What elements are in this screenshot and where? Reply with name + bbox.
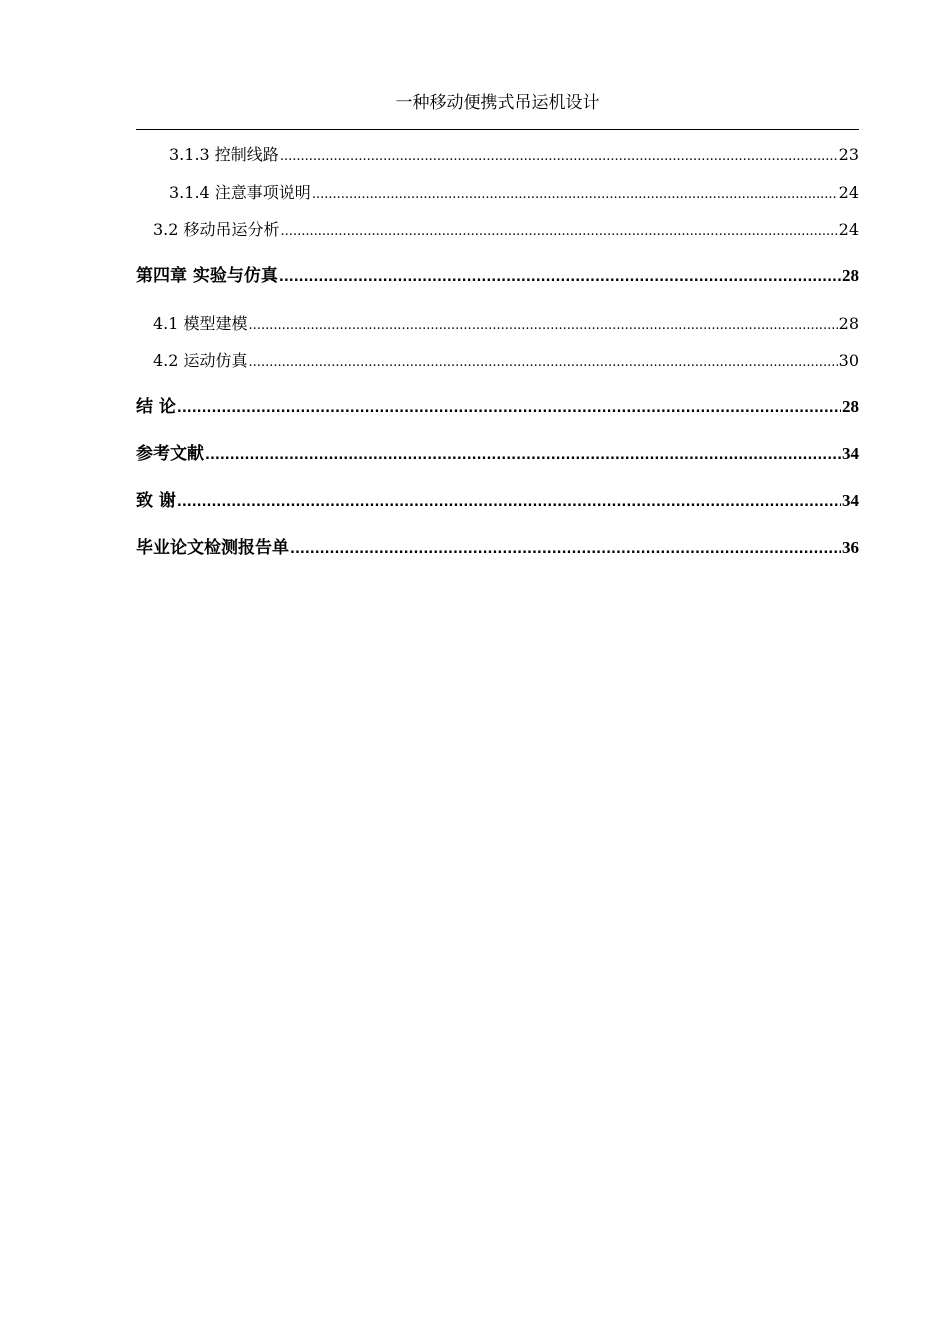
toc-dot-leader [205,442,841,468]
toc-page-number: 36 [842,538,859,557]
toc-page-number: 23 [838,145,859,164]
toc-entry-title: 3.1.4 注意事项说明 [169,183,311,202]
toc-entry-title: 3.1.3 控制线路 [169,145,279,164]
toc-dot-leader [177,395,841,421]
toc-entry-chapter-4[interactable] [136,264,859,288]
toc-entry-4-1[interactable] [136,312,859,336]
toc-dot-leader [177,489,841,515]
toc-entry-4-2[interactable] [136,349,859,373]
toc-page-number: 28 [842,397,859,416]
toc-entry-title: 4.2 运动仿真 [153,351,248,370]
toc-page-number: 28 [842,266,859,285]
toc-page-number: 24 [838,220,859,239]
toc-entry-3-1-4[interactable] [136,181,859,205]
toc-entry-acknowledgements[interactable] [136,489,859,513]
toc-entry-references[interactable] [136,442,859,466]
toc-page-number: 30 [838,351,859,370]
toc-page-number: 34 [842,491,859,510]
toc-entry-3-1-3[interactable] [136,143,859,167]
toc-entry-title: 3.2 移动吊运分析 [153,220,280,239]
toc-dot-leader [279,264,841,290]
toc-entry-title: 4.1 模型建模 [153,314,248,333]
toc-dot-leader [249,349,838,375]
toc-entry-title: 第四章 实验与仿真 [136,266,278,286]
toc-entry-title: 致 谢 [136,491,176,511]
toc-entry-3-2[interactable] [136,218,859,242]
toc-entry-plagiarism-report[interactable] [136,536,859,560]
toc-dot-leader [290,536,841,562]
toc-page-number: 28 [838,314,859,333]
toc-dot-leader [281,218,838,244]
toc-entry-title: 参考文献 [136,444,204,464]
toc-dot-leader [312,181,838,207]
table-of-contents [136,0,859,600]
toc-page-number: 24 [838,183,859,202]
running-header: 一种移动便携式吊运机设计 [395,93,600,113]
toc-dot-leader [249,312,838,338]
toc-dot-leader [280,143,838,169]
toc-page-number: 34 [842,444,859,463]
toc-entry-title: 结 论 [136,397,176,417]
toc-entry-title: 毕业论文检测报告单 [136,538,289,558]
toc-entry-conclusion[interactable] [136,395,859,419]
